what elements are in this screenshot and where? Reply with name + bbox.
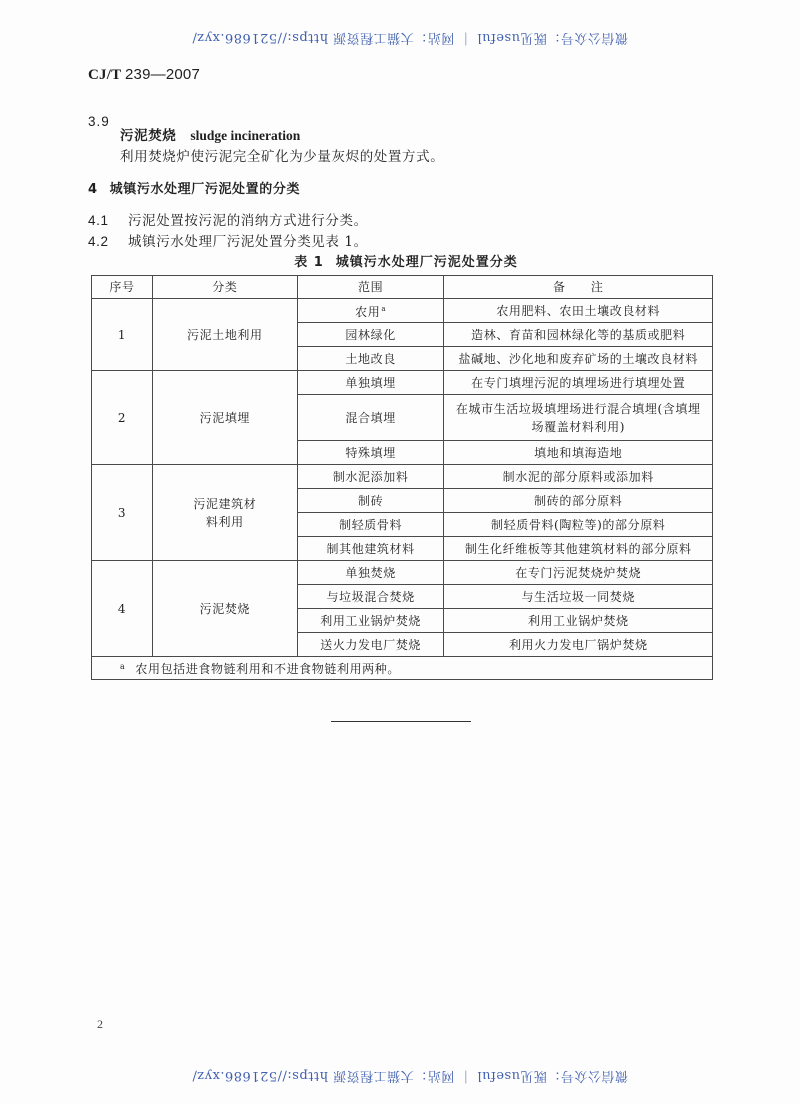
header-remark: 备 注 xyxy=(444,276,713,299)
scope-cell: 送火力发电厂焚烧 xyxy=(297,633,444,657)
watermark-bottom: 微信公众号：既见useful ｜ 网站：大猫工程资源 https://521686.xyz/ xyxy=(191,1068,629,1084)
end-of-text-rule xyxy=(331,721,471,722)
table-row xyxy=(92,371,713,395)
scope-cell xyxy=(297,299,444,323)
table-row xyxy=(92,299,713,323)
remark-cell: 在专门污泥焚烧炉焚烧 xyxy=(444,561,713,585)
scope-cell: 单独焚烧 xyxy=(297,561,444,585)
scope-text: 农用 xyxy=(355,305,381,319)
scope-cell: 制水泥添加料 xyxy=(297,465,444,489)
remark-cell: 制砖的部分原料 xyxy=(444,489,713,513)
group-no: 2 xyxy=(92,371,153,465)
page-number: 2 xyxy=(97,1017,103,1031)
footnote-text: 农用包括进食物链利用和不进食物链利用两种。 xyxy=(135,662,400,676)
clause-4-1-number: 4.1 xyxy=(88,213,109,228)
group-category: 污泥焚烧 xyxy=(152,561,297,657)
table-caption-title: 城镇污水处理厂污泥处置分类 xyxy=(335,255,518,270)
remark-cell: 与生活垃圾一同焚烧 xyxy=(444,585,713,609)
remark-cell: 农用肥料、农田土壤改良材料 xyxy=(444,299,713,323)
remark-cell: 利用工业锅炉焚烧 xyxy=(444,609,713,633)
remark-cell: 造林、育苗和园林绿化等的基质或肥料 xyxy=(444,323,713,347)
scope-cell: 单独填埋 xyxy=(297,371,444,395)
section-4-number: 4 xyxy=(88,182,98,197)
scope-cell: 混合填埋 xyxy=(297,395,444,441)
clause-number-3-9: 3.9 xyxy=(88,114,110,129)
group-category: 污泥土地利用 xyxy=(152,299,297,371)
remark-cell: 制生化纤维板等其他建筑材料的部分原料 xyxy=(444,537,713,561)
scope-cell: 利用工业锅炉焚烧 xyxy=(297,609,444,633)
scope-cell: 制其他建筑材料 xyxy=(297,537,444,561)
term-en: sludge incineration xyxy=(190,128,301,143)
footnote-marker: a xyxy=(120,662,126,671)
scope-cell: 园林绿化 xyxy=(297,323,444,347)
clause-4-1-text: 污泥处置按污泥的消纳方式进行分类。 xyxy=(128,213,368,229)
section-4-heading xyxy=(88,178,300,197)
group-category: 污泥建筑材料利用 xyxy=(152,465,297,561)
table-row xyxy=(92,561,713,585)
scope-cell: 特殊填埋 xyxy=(297,441,444,465)
remark-cell: 制水泥的部分原料或添加料 xyxy=(444,465,713,489)
watermark-top: 微信公众号：既见useful ｜ 网站：大猫工程资源 https://521686.xyz/ xyxy=(191,30,629,46)
remark-cell: 盐碱地、沙化地和废弃矿场的土壤改良材料 xyxy=(444,347,713,371)
header-scope: 范围 xyxy=(297,276,444,299)
header-category: 分类 xyxy=(152,276,297,299)
table-footnote-row xyxy=(92,657,713,680)
section-4-title: 城镇污水处理厂污泥处置的分类 xyxy=(109,182,301,197)
group-category: 污泥填埋 xyxy=(152,371,297,465)
clause-4-2-number: 4.2 xyxy=(88,234,109,249)
standard-code xyxy=(88,66,200,84)
term-zh: 污泥焚烧 xyxy=(120,128,177,144)
remark-cell: 在城市生活垃圾填埋场进行混合填埋(含填埋场覆盖材料利用) xyxy=(444,395,713,441)
group-no: 1 xyxy=(92,299,153,371)
table-footnote xyxy=(92,657,713,680)
remark-cell: 利用火力发电厂锅炉焚烧 xyxy=(444,633,713,657)
scope-cell: 土地改良 xyxy=(297,347,444,371)
term-definition: 利用焚烧炉使污泥完全矿化为少量灰烬的处置方式。 xyxy=(120,149,445,165)
standard-prefix: CJ/T xyxy=(88,67,122,83)
table-caption xyxy=(0,251,800,270)
scope-cell: 制轻质骨料 xyxy=(297,513,444,537)
sludge-disposal-table xyxy=(91,275,713,680)
scope-cell: 制砖 xyxy=(297,489,444,513)
table-header-row xyxy=(92,276,713,299)
table-caption-number: 表 1 xyxy=(294,255,324,270)
clause-4-2 xyxy=(88,230,368,250)
standard-number: 239—2007 xyxy=(125,66,200,83)
group-no: 3 xyxy=(92,465,153,561)
table-row xyxy=(92,465,713,489)
footnote-marker: a xyxy=(381,305,387,313)
clause-4-2-text: 城镇污水处理厂污泥处置分类见表 1。 xyxy=(128,234,368,250)
remark-cell: 制轻质骨料(陶粒等)的部分原料 xyxy=(444,513,713,537)
remark-cell: 填地和填海造地 xyxy=(444,441,713,465)
group-no: 4 xyxy=(92,561,153,657)
term-heading xyxy=(120,124,300,144)
scope-cell: 与垃圾混合焚烧 xyxy=(297,585,444,609)
header-no: 序号 xyxy=(92,276,153,299)
remark-cell: 在专门填埋污泥的填埋场进行填埋处置 xyxy=(444,371,713,395)
clause-4-1 xyxy=(88,209,368,229)
